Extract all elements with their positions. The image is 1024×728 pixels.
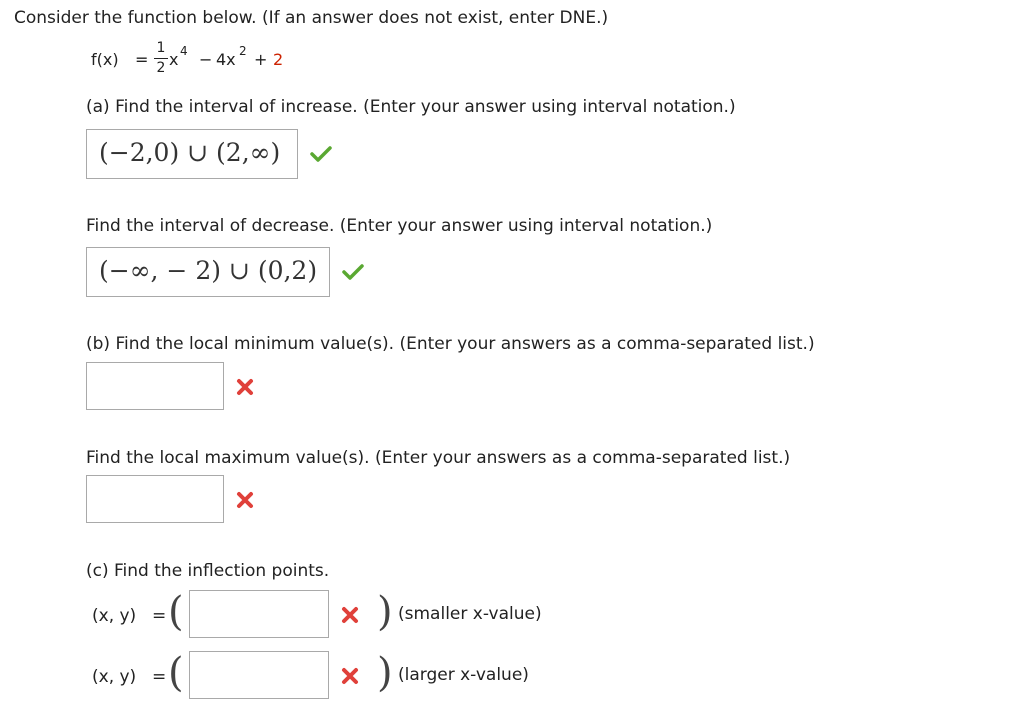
incorrect-x-icon bbox=[236, 378, 254, 396]
term2-base: 4x bbox=[216, 50, 236, 69]
inflection-prompt: (c) Find the inflection points. bbox=[86, 561, 330, 581]
function-equals: = bbox=[135, 50, 149, 69]
open-paren: ( bbox=[168, 650, 184, 696]
smaller-x-label: (smaller x-value) bbox=[398, 604, 542, 624]
increase-prompt: (a) Find the interval of increase. (Enter your answer using interval notation.) bbox=[86, 97, 736, 117]
xy-label: (x, y) bbox=[92, 606, 137, 626]
term1-exponent: 4 bbox=[180, 44, 188, 58]
local-max-input[interactable] bbox=[86, 475, 224, 523]
fraction-denominator: 2 bbox=[156, 60, 166, 76]
term2-exponent: 2 bbox=[239, 44, 247, 58]
xy-equals: = bbox=[152, 606, 167, 626]
inflection-larger-input[interactable] bbox=[189, 651, 329, 699]
decrease-answer-field[interactable]: (−∞, − 2) ∪ (0,2) bbox=[86, 247, 330, 297]
incorrect-x-icon bbox=[341, 667, 359, 685]
incorrect-x-icon bbox=[236, 491, 254, 509]
check-icon bbox=[342, 264, 364, 280]
constant-term: 2 bbox=[273, 50, 284, 69]
decrease-prompt: Find the interval of decrease. (Enter your answer using interval notation.) bbox=[86, 216, 713, 236]
instructions-text: Consider the function below. (If an answer does not exist, enter DNE.) bbox=[14, 8, 609, 28]
check-icon bbox=[310, 146, 332, 162]
inflection-smaller-input[interactable] bbox=[189, 590, 329, 638]
function-lhs: f(x) bbox=[91, 50, 119, 69]
close-paren: ) bbox=[377, 650, 393, 696]
xy-label: (x, y) bbox=[92, 667, 137, 687]
local-min-input[interactable] bbox=[86, 362, 224, 410]
increase-answer-field[interactable]: (−2,0) ∪ (2,∞) bbox=[86, 129, 298, 179]
fraction-bar bbox=[154, 58, 168, 59]
xy-equals: = bbox=[152, 667, 167, 687]
larger-x-label: (larger x-value) bbox=[398, 665, 529, 685]
plus-sign: + bbox=[254, 50, 268, 69]
term1-base: x bbox=[169, 50, 179, 69]
minus-sign: − bbox=[199, 50, 213, 69]
local-min-prompt: (b) Find the local minimum value(s). (Enter your answers as a comma-separated list.) bbox=[86, 334, 815, 354]
local-max-prompt: Find the local maximum value(s). (Enter your answers as a comma-separated list.) bbox=[86, 448, 791, 468]
fraction-numerator: 1 bbox=[156, 40, 166, 56]
incorrect-x-icon bbox=[341, 606, 359, 624]
open-paren: ( bbox=[168, 589, 184, 635]
close-paren: ) bbox=[377, 589, 393, 635]
